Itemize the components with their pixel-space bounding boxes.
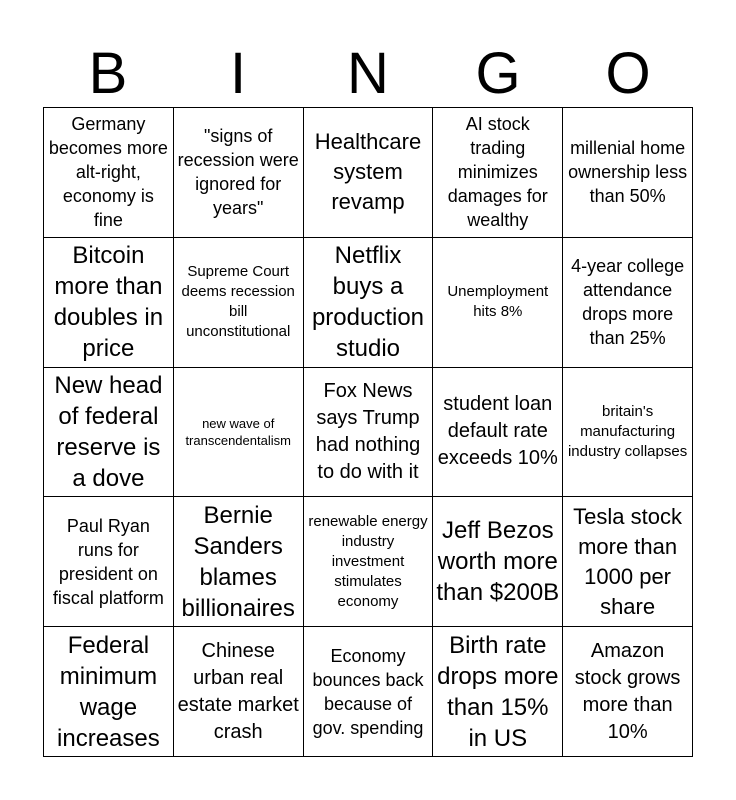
cell-text: Amazon stock grows more than 10%	[574, 639, 681, 743]
header-letter-g: G	[475, 41, 521, 106]
bingo-cell[interactable]	[44, 108, 174, 238]
cell-text: Germany becomes more alt-right, economy is fine	[48, 114, 168, 231]
cell-text: Tesla stock more than 1000 per share	[573, 503, 682, 619]
cell-text: Jeff Bezos worth more than $200B	[436, 517, 560, 607]
bingo-cell[interactable]	[174, 368, 304, 498]
cell-text: Chinese urban real estate market crash	[177, 639, 299, 743]
bingo-cell[interactable]	[304, 368, 434, 498]
bingo-cell[interactable]	[44, 368, 174, 498]
bingo-cell[interactable]	[563, 108, 693, 238]
cell-text: new wave of transcendentalism	[185, 415, 291, 448]
bingo-cell[interactable]	[563, 497, 693, 627]
header-letter-i: I	[229, 41, 247, 106]
bingo-board	[43, 107, 693, 757]
bingo-cell[interactable]	[433, 497, 563, 627]
header-letter-o: O	[605, 41, 651, 106]
cell-text: student loan default rate exceeds 10%	[437, 393, 558, 470]
cell-text: Economy bounces back because of gov. spending	[312, 645, 424, 738]
cell-text: Birth rate drops more than 15% in US	[437, 631, 559, 752]
bingo-cell[interactable]	[433, 368, 563, 498]
cell-text: Bernie Sanders blames billionaires	[181, 501, 295, 622]
cell-text: Netflix buys a production studio	[311, 242, 425, 363]
cell-text: Federal minimum wage increases	[57, 631, 160, 752]
bingo-cell[interactable]	[174, 627, 304, 757]
bingo-cell[interactable]	[304, 238, 434, 368]
cell-text: renewable energy industry investment stimulates economy	[308, 512, 428, 610]
cell-text: Healthcare system revamp	[314, 129, 422, 215]
cell-text: Bitcoin more than doubles in price	[53, 242, 164, 363]
cell-text: Fox News says Trump had nothing to do with it	[315, 379, 421, 483]
bingo-header	[43, 40, 693, 108]
bingo-cell[interactable]	[433, 108, 563, 238]
cell-text: New head of federal reserve is a dove	[54, 371, 163, 492]
header-letter-n: N	[347, 41, 389, 106]
cell-text: AI stock trading minimizes damages for wealthy	[447, 114, 548, 231]
bingo-cell[interactable]	[563, 238, 693, 368]
bingo-cell[interactable]	[563, 368, 693, 498]
bingo-cell[interactable]	[433, 238, 563, 368]
cell-text: Unemployment hits 8%	[447, 283, 549, 321]
bingo-cell[interactable]	[44, 238, 174, 368]
bingo-cell[interactable]	[174, 238, 304, 368]
cell-text: britain's manufacturing industry collapses	[567, 402, 688, 460]
bingo-cell[interactable]	[304, 627, 434, 757]
bingo-cell[interactable]	[44, 497, 174, 627]
cell-text: millenial home ownership less than 50%	[568, 138, 688, 207]
bingo-cell[interactable]	[304, 108, 434, 238]
cell-text: "signs of recession were ignored for years"	[177, 126, 299, 219]
bingo-cell[interactable]	[304, 497, 434, 627]
bingo-cell[interactable]	[174, 497, 304, 627]
bingo-cell[interactable]	[44, 627, 174, 757]
header-letter-b: B	[88, 41, 128, 106]
cell-text: 4-year college attendance drops more than 25%	[571, 256, 685, 349]
cell-text: Paul Ryan runs for president on fiscal platform	[52, 515, 164, 608]
cell-text: Supreme Court deems recession bill unconstitutional	[181, 263, 295, 341]
bingo-cell[interactable]	[174, 108, 304, 238]
bingo-cell[interactable]	[433, 627, 563, 757]
bingo-cell[interactable]	[563, 627, 693, 757]
